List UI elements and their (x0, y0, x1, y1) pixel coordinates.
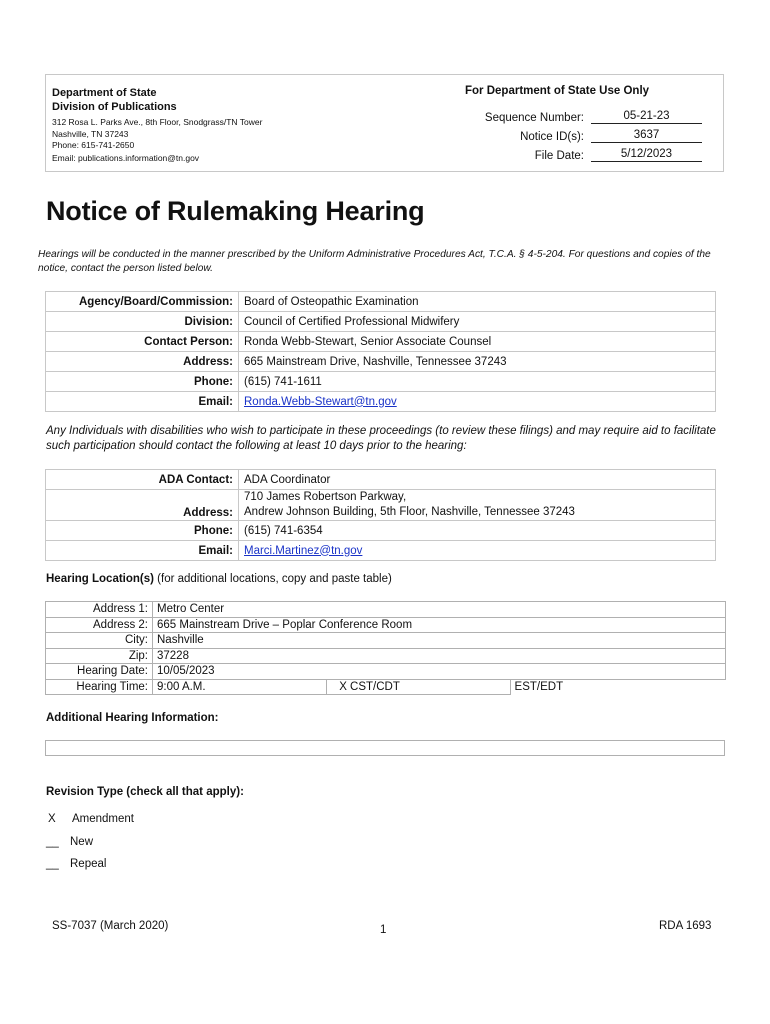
amendment-label: Amendment (72, 813, 135, 825)
hearing-date-value: 10/05/2023 (153, 664, 726, 680)
repeal-label: Repeal (70, 858, 107, 870)
table-row (46, 372, 716, 392)
ada-email-link[interactable]: Marci.Martinez@tn.gov (244, 544, 363, 557)
hearing-location-note: (for additional locations, copy and paste table) (153, 573, 392, 585)
ada-address-line1: 710 James Robertson Parkway, (244, 491, 407, 503)
dept-division: Division of Publications (52, 101, 177, 113)
page-title: Notice of Rulemaking Hearing (46, 196, 425, 226)
dept-title: Department of State (52, 87, 157, 99)
ada-email-label: Email: (46, 541, 239, 561)
address-value: 665 Mainstream Drive, Nashville, Tennessee 37243 (239, 352, 716, 372)
address2-value: 665 Mainstream Drive – Poplar Conference Room (153, 617, 726, 633)
page-number: 1 (380, 924, 387, 936)
table-row (46, 617, 726, 633)
revision-item-repeal[interactable] (46, 858, 106, 870)
sequence-label: Sequence Number: (484, 112, 584, 124)
email-label: Email: (46, 392, 239, 412)
timezone-cst: X CST/CDT (327, 679, 510, 695)
intro-text: Hearings will be conducted in the manner prescribed by the Uniform Administrative Procedures Act, T.C.A. § 4-5-204. For questions and copies of the notice, contact the person listed below. (38, 249, 711, 274)
table-row (46, 633, 726, 649)
hearing-date-label: Hearing Date: (46, 664, 153, 680)
ada-address-label: Address: (46, 490, 239, 521)
filedate-value: 5/12/2023 (591, 148, 702, 162)
city-label: City: (46, 633, 153, 649)
repeal-checkmark: __ (46, 858, 59, 870)
additional-info-heading: Additional Hearing Information: (46, 712, 219, 724)
address2-label: Address 2: (46, 617, 153, 633)
agency-label: Agency/Board/Commission: (46, 292, 239, 312)
ada-address-line2: Andrew Johnson Building, 5th Floor, Nashville, Tennessee 37243 (244, 506, 575, 518)
division-label: Division: (46, 312, 239, 332)
city-value: Nashville (153, 633, 726, 649)
dept-address-line: Nashville, TN 37243 (52, 129, 129, 139)
dept-address-line: 312 Rosa L. Parks Ave., 8th Floor, Snodgrass/TN Tower (52, 117, 263, 127)
notice-label: Notice ID(s): (520, 131, 584, 143)
table-row (46, 470, 716, 490)
ada-phone-label: Phone: (46, 521, 239, 541)
table-row (46, 352, 716, 372)
hearing-location-title: Hearing Location(s) (46, 573, 154, 585)
ada-phone-value: (615) 741-6354 (239, 521, 716, 541)
filedate-label: File Date: (534, 150, 584, 162)
table-row (46, 392, 716, 412)
table-row (46, 664, 726, 680)
contact-email-link[interactable]: Ronda.Webb-Stewart@tn.gov (244, 395, 397, 408)
additional-info-field[interactable] (45, 740, 725, 756)
contact-value: Ronda Webb-Stewart, Senior Associate Counsel (239, 332, 716, 352)
location-table (45, 601, 726, 695)
division-value: Council of Certified Professional Midwifery (239, 312, 716, 332)
revision-item-new[interactable] (46, 836, 93, 848)
revision-item-amendment[interactable] (48, 813, 134, 825)
address-label: Address: (46, 352, 239, 372)
table-row (46, 490, 716, 521)
contact-label: Contact Person: (46, 332, 239, 352)
notice-value: 3637 (591, 129, 702, 143)
table-row (46, 521, 716, 541)
zip-label: Zip: (46, 648, 153, 664)
table-row (46, 292, 716, 312)
dept-phone: Phone: 615-741-2650 (52, 140, 135, 150)
address1-value: Metro Center (153, 602, 726, 618)
amendment-checkmark: X (48, 813, 56, 825)
table-row (46, 541, 716, 561)
sequence-value: 05-21-23 (591, 110, 702, 124)
hearing-location-heading (46, 573, 392, 585)
ada-contact-label: ADA Contact: (46, 470, 239, 490)
zip-value: 37228 (153, 648, 726, 664)
dept-email: Email: publications.information@tn.gov (52, 153, 200, 163)
phone-value: (615) 741-1611 (239, 372, 716, 392)
agency-table (45, 291, 716, 412)
agency-value: Board of Osteopathic Examination (239, 292, 716, 312)
state-use-header (45, 74, 724, 172)
ada-table (45, 469, 716, 561)
table-row (46, 602, 726, 618)
hearing-time-label: Hearing Time: (46, 679, 153, 695)
address1-label: Address 1: (46, 602, 153, 618)
form-id: SS-7037 (March 2020) (52, 920, 169, 932)
new-checkmark: __ (46, 836, 59, 848)
rda-number: RDA 1693 (659, 920, 712, 932)
revision-type-heading: Revision Type (check all that apply): (46, 786, 244, 798)
phone-label: Phone: (46, 372, 239, 392)
timezone-est: EST/EDT (514, 681, 564, 693)
use-only-title: For Department of State Use Only (465, 85, 650, 97)
table-row (46, 648, 726, 664)
ada-contact-value: ADA Coordinator (239, 470, 716, 490)
ada-paragraph: Any Individuals with disabilities who wish to participate in these proceedings (to review these filings) and may require aid to facilitate such participation should contact the following at least 10 days prior to the hearing: (46, 425, 716, 452)
table-row (46, 312, 716, 332)
table-row (46, 679, 726, 695)
hearing-time-value: 9:00 A.M. (153, 679, 327, 695)
table-row (46, 332, 716, 352)
new-label: New (70, 836, 94, 848)
